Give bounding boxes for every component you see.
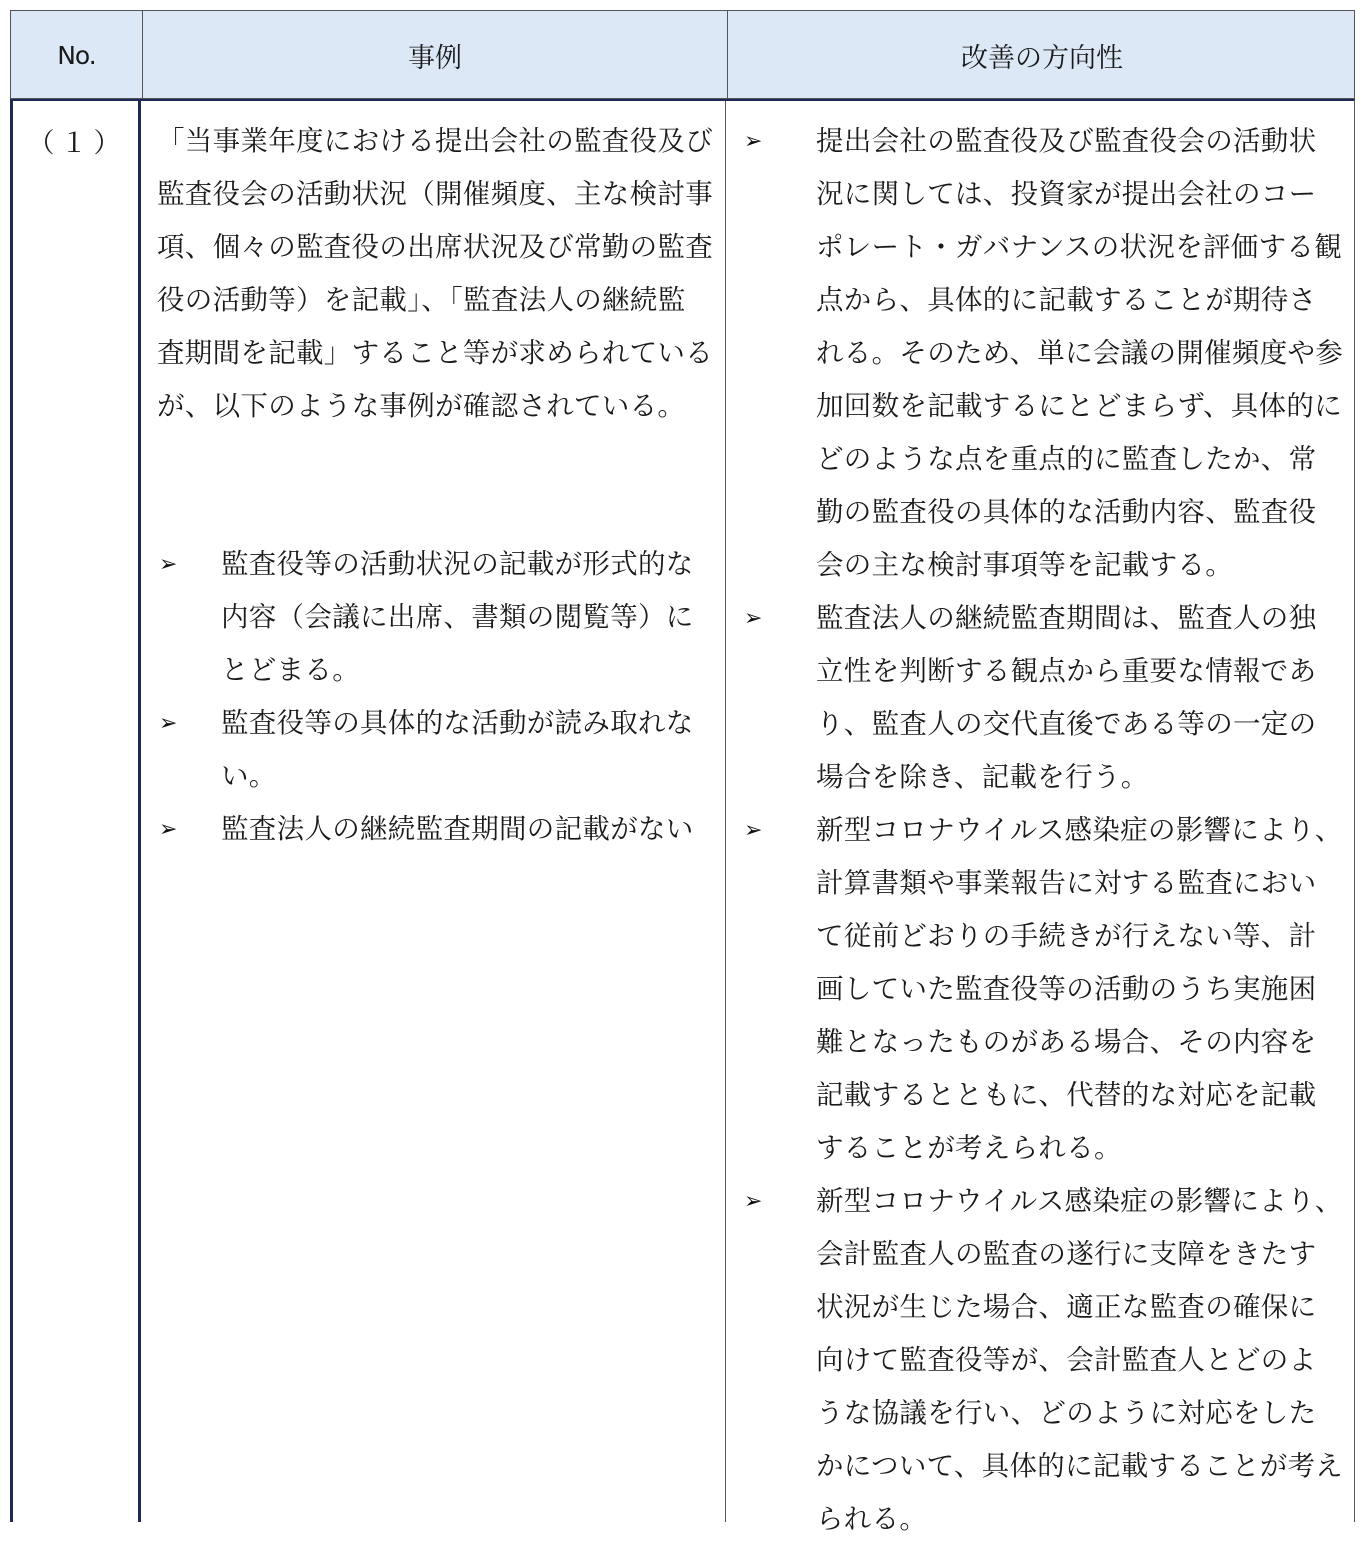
- examples-table: [10, 10, 1355, 1535]
- table-header: [10, 10, 1355, 99]
- header-no: No.: [57, 41, 96, 70]
- arrow-bullet-icon: ➢: [744, 1189, 763, 1214]
- arrow-bullet-icon: ➢: [159, 552, 178, 577]
- arrow-bullet-icon: ➢: [159, 817, 178, 842]
- example-bullet-text: 監査法人の継続監査期間の記載がない: [221, 813, 694, 845]
- improvement-bullet-item: [742, 1175, 1344, 1546]
- example-bullet-item: [157, 538, 713, 697]
- improvement-cell: [726, 101, 1355, 1535]
- arrow-bullet-icon: ➢: [744, 129, 763, 154]
- example-bullet-item: [157, 697, 713, 803]
- example-bullet-text: 監査役等の活動状況の記載が形式的な内容（会議に出席、書類の閲覧等）にとどまる。: [221, 548, 694, 686]
- arrow-bullet-icon: ➢: [744, 606, 763, 631]
- improvement-bullet-list: [742, 115, 1344, 1546]
- table-row: [10, 99, 1355, 1535]
- arrow-bullet-icon: ➢: [159, 711, 178, 736]
- header-improvement: 改善の方向性: [727, 11, 1356, 100]
- improvement-bullet-text: 提出会社の監査役及び監査役会の活動状況に関しては、投資家が提出会社のコーポレート・ガバナンスの状況を評価する観点から、具体的に記載することが期待される。そのため、単に会議の開催頻度や参加回数を記載するにとどまらず、具体的にどのような点を重点的に監査したか、常勤の監査役の具体的な活動内容、監査役会の主な検討事項等を記載する。: [816, 125, 1344, 581]
- improvement-bullet-item: [742, 115, 1344, 592]
- row-number: （１）: [27, 128, 127, 159]
- header-example: 事例: [142, 11, 727, 100]
- row-no-cell: [13, 101, 141, 1522]
- improvement-bullet-text: 監査法人の継続監査期間は、監査人の独立性を判断する観点から重要な情報であり、監査人の交代直後である等の一定の場合を除き、記載を行う。: [816, 602, 1317, 793]
- arrow-bullet-icon: ➢: [744, 818, 763, 843]
- improvement-bullet-item: [742, 804, 1344, 1175]
- improvement-bullet-text: 新型コロナウイルス感染症の影響により、会計監査人の監査の遂行に支障をきたす状況が生じた場合、適正な監査の確保に向けて監査役等が、会計監査人とどのような協議を行い、どのように対応をしたかについて、具体的に記載することが考えられる。: [816, 1185, 1344, 1535]
- example-cell: [141, 101, 726, 1522]
- example-bullet-item: [157, 803, 713, 856]
- improvement-bullet-item: [742, 592, 1344, 804]
- improvement-bullet-text: 新型コロナウイルス感染症の影響により、計算書類や事業報告に対する監査において従前どおりの手続きが行えない等、計画していた監査役等の活動のうち実施困難となったものがある場合、その内容を記載するとともに、代替的な対応を記載することが考えられる。: [816, 814, 1343, 1164]
- example-bullet-list: [157, 538, 713, 856]
- example-intro-text: 「当事業年度における提出会社の監査役及び監査役会の活動状況（開催頻度、主な検討事項、個々の監査役の出席状況及び常勤の監査役の活動等）を記載」、「監査法人の継続監査期間を記載」すること等が求められているが、以下のような事例が確認されている。: [157, 125, 713, 422]
- example-bullet-text: 監査役等の具体的な活動が読み取れない。: [221, 707, 694, 792]
